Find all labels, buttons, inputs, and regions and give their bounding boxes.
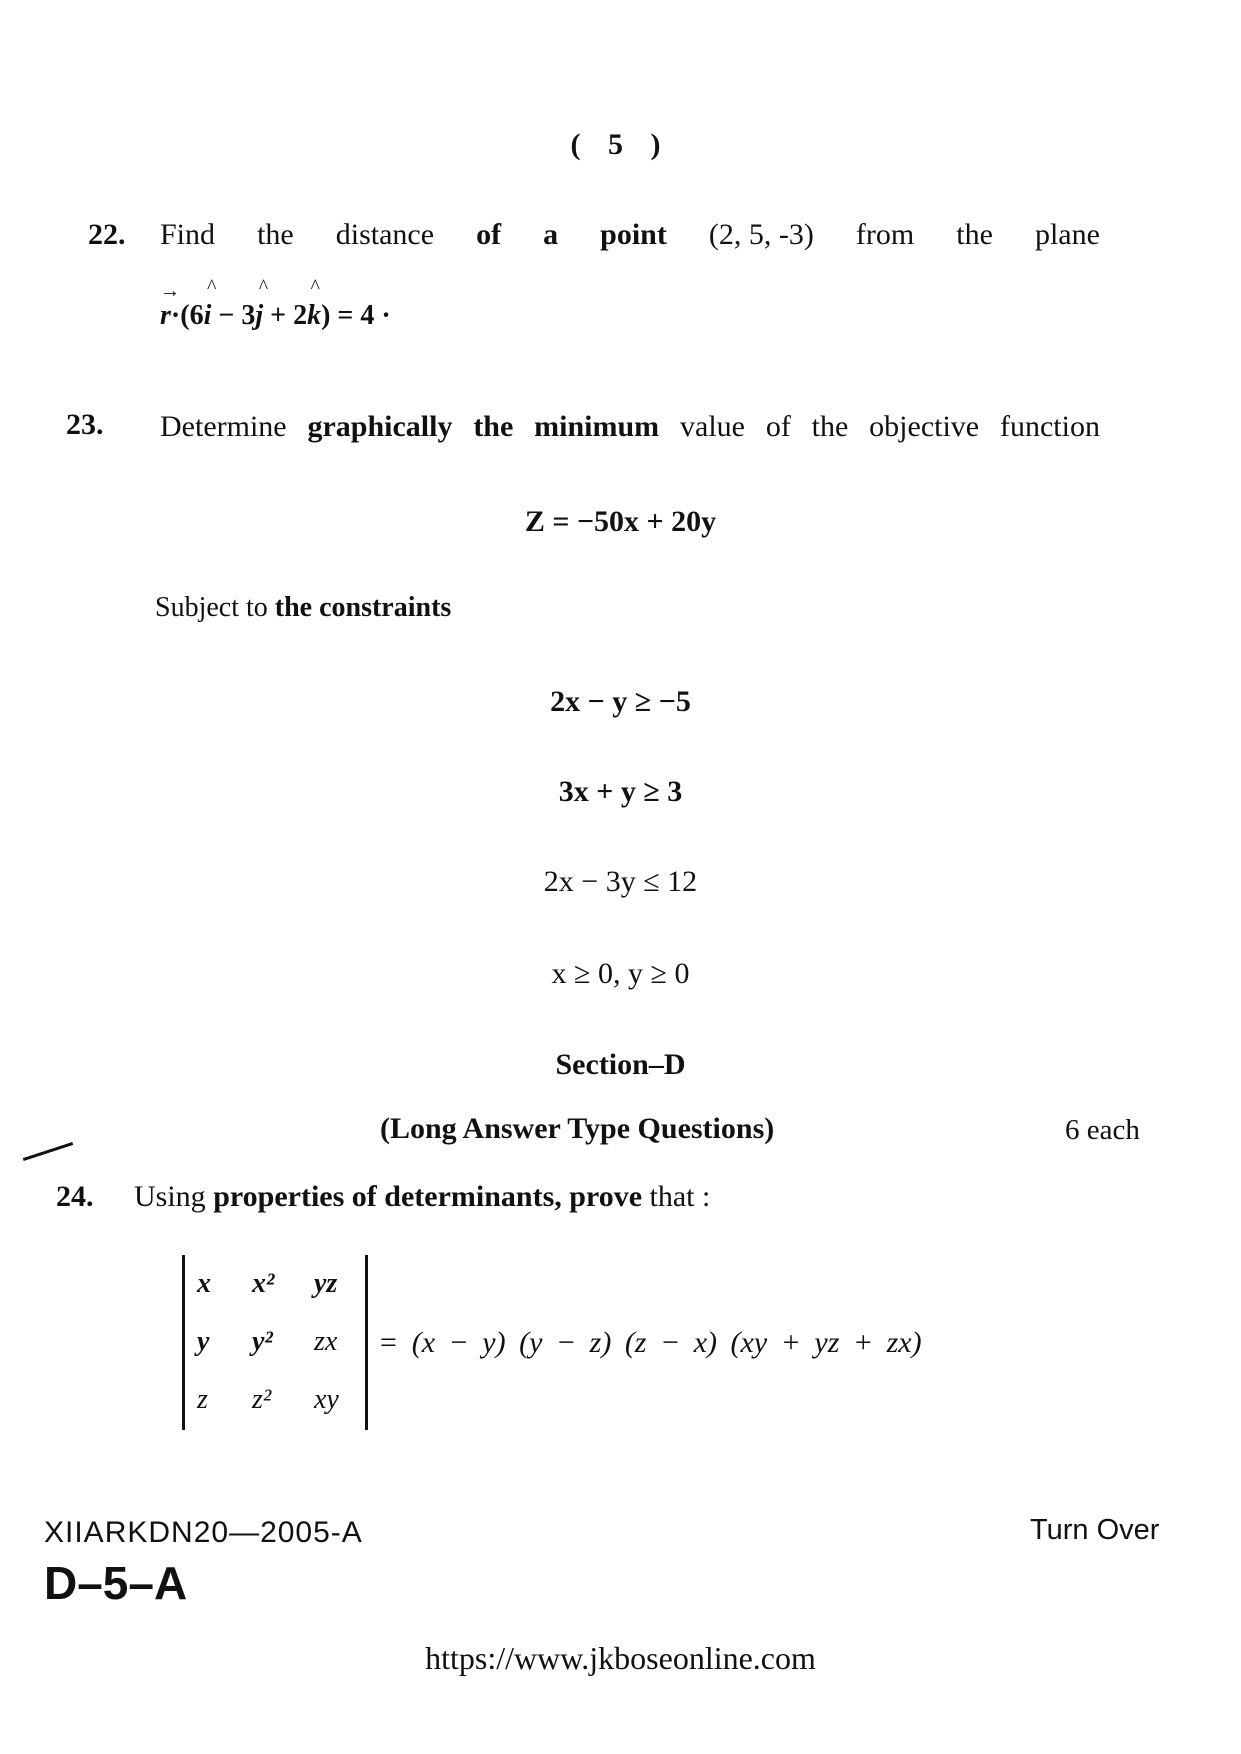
unit-vector-j: ^ j	[255, 300, 263, 332]
page-number: ( 5 )	[570, 128, 671, 161]
question-22-text	[160, 218, 1100, 252]
q22-word: point	[600, 218, 667, 251]
matrix-cell: zx	[314, 1326, 338, 1357]
q23-word: function	[999, 410, 1100, 443]
subject-to-bold: the constraints	[274, 592, 452, 623]
constraint-3: 2x − 3y ≤ 12	[543, 865, 698, 898]
q22-word: distance	[335, 218, 435, 251]
subject-to-prefix: Subject to	[155, 592, 268, 623]
source-url: https://www.jkboseonline.com	[425, 1640, 816, 1676]
q22-word: of	[476, 218, 502, 251]
determinant	[182, 1255, 368, 1430]
q23-word: graphically	[307, 410, 453, 443]
paper-code: XIIARKDN20—2005-A	[44, 1516, 363, 1549]
matrix-cell: y²	[252, 1326, 273, 1357]
unit-vector-k: ^ k	[307, 300, 321, 332]
q23-word: minimum	[534, 410, 660, 443]
q23-word: objective	[869, 410, 980, 443]
turn-over-label: Turn Over	[1030, 1514, 1160, 1546]
question-24-number: 24.	[56, 1180, 94, 1213]
eq-part: ·(	[170, 300, 190, 331]
matrix-cell: y	[197, 1326, 210, 1357]
q23-word: the	[811, 410, 849, 443]
q22-word: plane	[1034, 218, 1100, 251]
q23-word: the	[473, 410, 514, 443]
question-23-number: 23.	[66, 408, 104, 441]
determinant-result: = (x − y) (y − z) (z − x) (xy + yz + zx)	[378, 1326, 922, 1359]
q22-word: the	[257, 218, 294, 251]
question-22-number: 22.	[88, 218, 126, 251]
vector-r: → r	[160, 300, 171, 332]
question-22-plane-equation	[160, 300, 391, 332]
matrix-cell: yz	[314, 1268, 338, 1299]
section-title: Section–D	[555, 1048, 686, 1081]
constraint-4: x ≥ 0, y ≥ 0	[551, 957, 690, 990]
matrix-cell: xy	[314, 1384, 339, 1415]
matrix-cell: z	[197, 1384, 208, 1415]
q22-point: (2, 5, -3)	[708, 218, 814, 251]
pen-tick-mark	[23, 1142, 73, 1161]
question-24-text	[134, 1180, 710, 1214]
eq-part: 6	[189, 300, 204, 331]
eq-part: − 3	[211, 300, 256, 331]
question-23-text	[160, 410, 1100, 444]
q24-text-plain: Using	[134, 1180, 206, 1213]
q22-word: from	[855, 218, 915, 251]
q23-word: of	[765, 410, 791, 443]
constraint-1: 2x − y ≥ −5	[550, 685, 691, 718]
matrix-cell: x²	[252, 1268, 275, 1299]
paper-series: D–5–A	[44, 1557, 188, 1609]
eq-part: ) = 4 ·	[321, 300, 391, 331]
q24-text-bold: properties of determinants, prove	[213, 1180, 643, 1213]
subject-to-line	[155, 592, 451, 624]
q24-text-tail: that :	[649, 1180, 711, 1213]
matrix-cell: x	[197, 1268, 211, 1299]
objective-function: Z = −50x + 20y	[524, 505, 717, 538]
q22-word: the	[956, 218, 993, 251]
section-subtitle: (Long Answer Type Questions)	[380, 1112, 775, 1145]
q23-word: value	[680, 410, 745, 443]
q22-word: Find	[160, 218, 216, 251]
eq-part: + 2	[263, 300, 308, 331]
matrix-cell: z²	[252, 1384, 272, 1415]
determinant-grid	[197, 1255, 364, 1429]
section-marks: 6 each	[1065, 1114, 1140, 1146]
constraint-2: 3x + y ≥ 3	[558, 775, 683, 808]
q23-word: Determine	[160, 410, 287, 443]
unit-vector-i: ^ i	[204, 300, 212, 332]
q22-word: a	[543, 218, 559, 251]
